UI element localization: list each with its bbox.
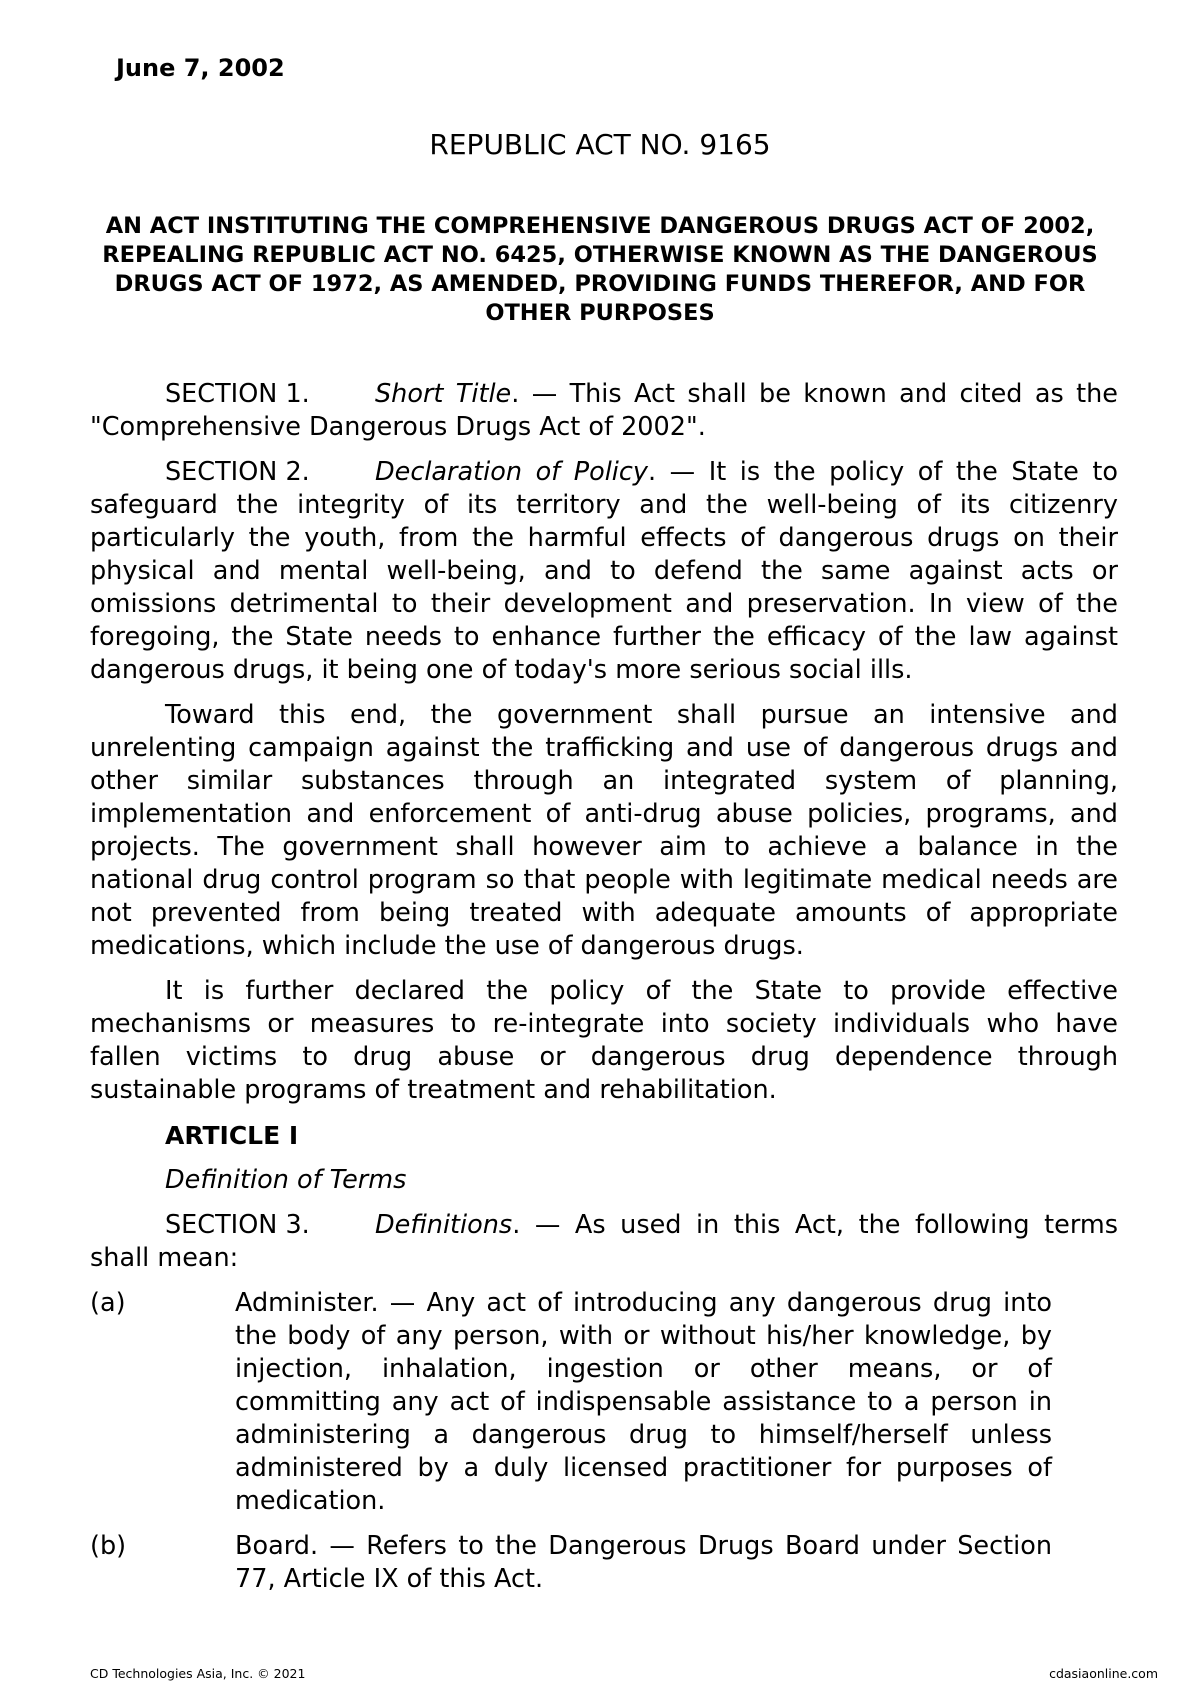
section-1-text: . — This Act shall be known and cited as the "Comprehensive Dangerous Drugs Act of 2002". (90, 379, 1118, 442)
article-title: Definition of Terms (165, 1165, 407, 1195)
definition-item (90, 1530, 1118, 1596)
footer-site: cdasiaonline.com (1049, 1666, 1158, 1681)
section-3-text: . — As used in this Act, the following terms shall mean: (90, 1210, 1118, 1273)
definition-text: Board. — Refers to the Dangerous Drugs Board under Section 77, Article IX of this Act. (235, 1531, 1052, 1594)
definition-text: Administer. — Any act of introducing any dangerous drug into the body of any person, with or without his/her knowledge, by injection, inhalation, ingestion or other means, or of committing any act of indispensable assistance to a person in administering a dangerous drug to himself/herself unless administered by a duly licensed practitioner for purposes of medication. (235, 1288, 1052, 1516)
section-2-title: Declaration of Policy (375, 457, 648, 487)
section-3 (90, 1209, 1118, 1275)
section-2-label: SECTION 2. (165, 457, 310, 487)
section-1 (90, 378, 1118, 444)
article-number: ARTICLE I (165, 1121, 299, 1150)
section-2-paragraph-2: Toward this end, the government shall pursue an intensive and unrelenting campaign against the trafficking and use of dangerous drugs and other similar substances through an integrated system of planning, implementation and enforcement of anti-drug abuse policies, programs, and projects. The government shall however aim to achieve a balance in the national drug control program so that people with legitimate medical needs are not prevented from being treated with adequate amounts of appropriate medications, which include the use of dangerous drugs. (90, 700, 1118, 961)
definition-letter: (a) (90, 1288, 126, 1318)
act-title: AN ACT INSTITUTING THE COMPREHENSIVE DANGEROUS DRUGS ACT OF 2002, REPEALING REPUBLIC ACT NO. 6425, OTHERWISE KNOWN AS THE DANGEROUS DRUGS ACT OF 1972, AS AMENDED, PROVIDING FUNDS THEREFOR, AND FOR OTHER PURPOSES (102, 213, 1098, 326)
section-3-label: SECTION 3. (165, 1210, 310, 1240)
act-date: June 7, 2002 (116, 54, 285, 82)
section-2-text: . — It is the policy of the State to safeguard the integrity of its territory and the well-being of its citizenry particularly the youth, from the harmful effects of dangerous drugs on their physical and mental well-being, and to defend the same against acts or omissions detrimental to their development and preservation. In view of the foregoing, the State needs to enhance further the efficacy of the law against dangerous drugs, it being one of today's more serious social ills. (90, 457, 1119, 685)
definition-letter: (b) (90, 1531, 127, 1561)
section-2 (90, 456, 1118, 687)
act-number: REPUBLIC ACT NO. 9165 (429, 128, 771, 161)
definition-item (90, 1287, 1118, 1518)
document-body (90, 378, 1118, 1608)
footer-copyright: CD Technologies Asia, Inc. © 2021 (90, 1666, 306, 1681)
section-3-title: Definitions (375, 1210, 513, 1240)
section-1-label: SECTION 1. (165, 379, 310, 409)
section-1-title: Short Title (375, 379, 512, 409)
section-2-paragraph-3: It is further declared the policy of the State to provide effective mechanisms or measures to re-integrate into society individuals who have fallen victims to drug abuse or dangerous drug dependence through sustainable programs of treatment and rehabilitation. (90, 976, 1118, 1105)
